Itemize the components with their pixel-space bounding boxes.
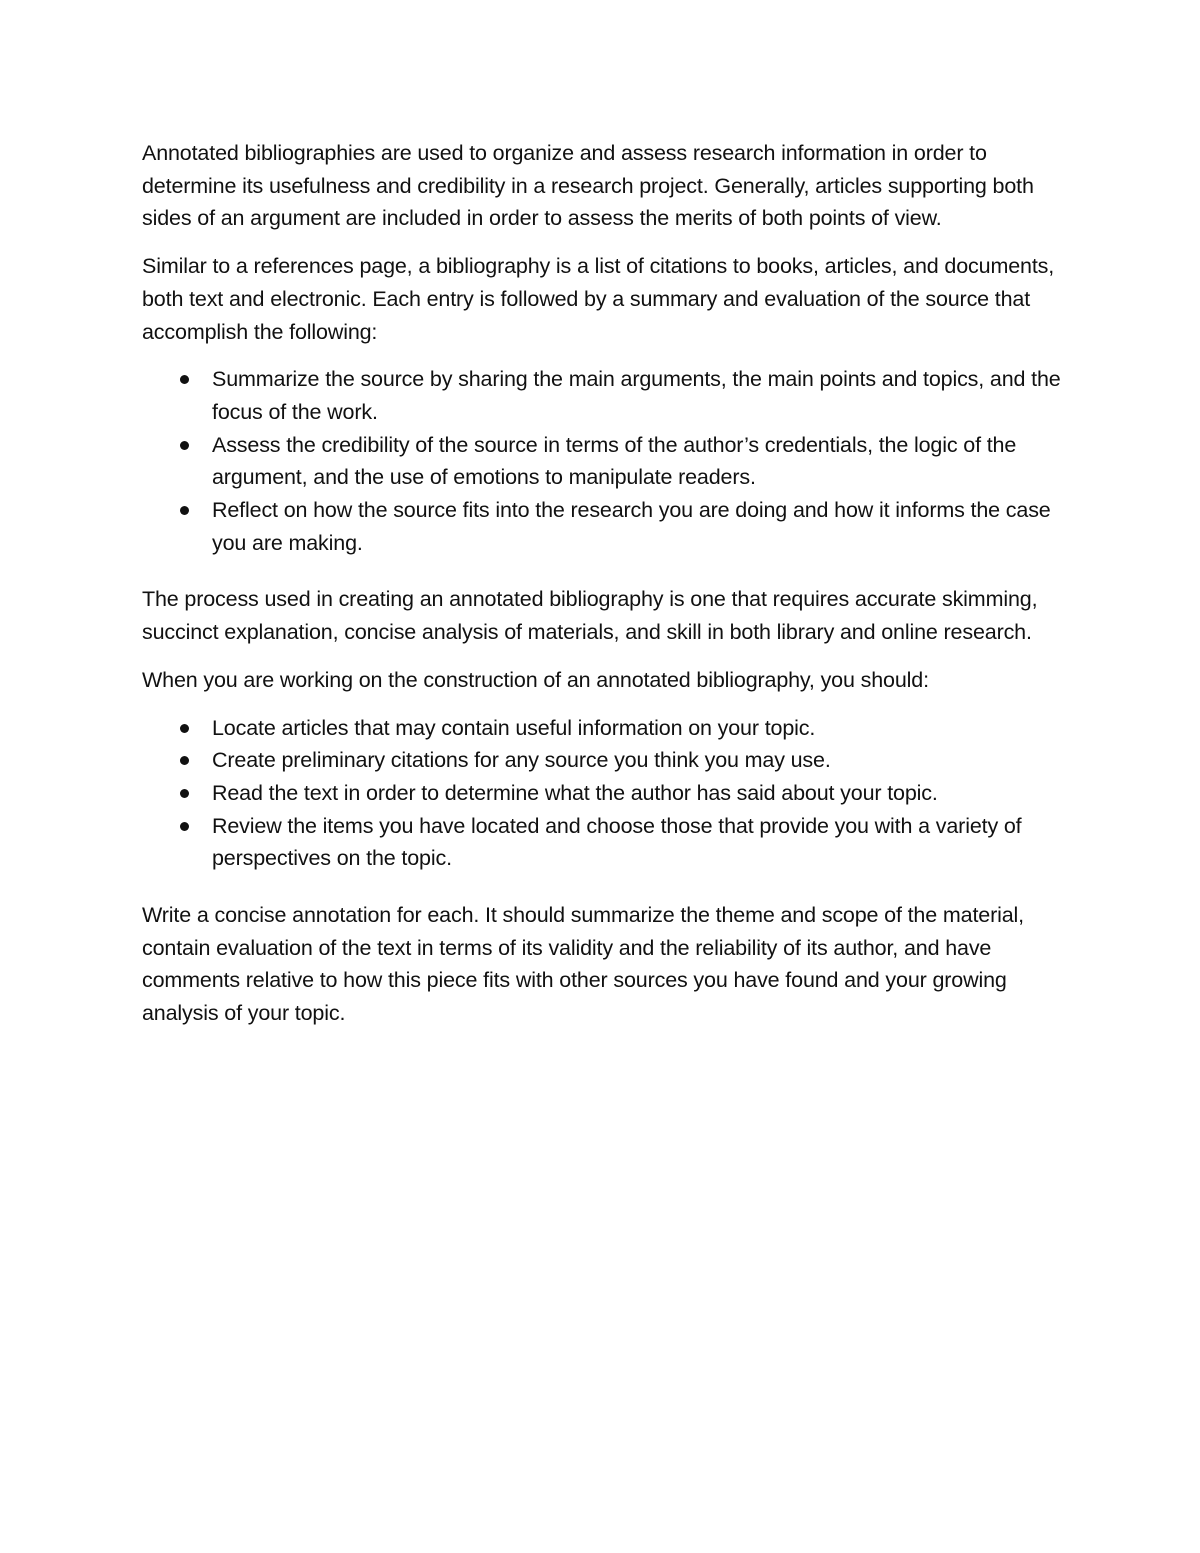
construction-steps-list [142,712,1072,876]
bullet-icon [180,506,189,515]
list-item [142,429,1072,494]
bullet-icon [180,375,189,384]
intro-paragraph: Annotated bibliographies are used to organize and assess research information in order to determine its usefulness and credibility in a research project. Generally, articles supporting both sides of an argument are included in order to assess the merits of both points of view. [142,141,1034,231]
list-item [142,494,1072,559]
bullet-icon [180,789,189,798]
list-item-text: Reflect on how the source fits into the research you are doing and how it informs the case you are making. [212,498,1051,555]
bullet-icon [180,724,189,733]
bullet-icon [180,822,189,831]
list-item [142,744,1072,777]
list-item-text: Assess the credibility of the source in terms of the author’s credentials, the logic of the argument, and the use of emotions to manipulate readers. [212,432,1017,490]
construction-intro: When you are working on the construction of an annotated bibliography, you should: [142,667,929,692]
list-item-text: Create preliminary citations for any source you think you may use. [212,748,831,773]
list-item-text: Locate articles that may contain useful information on your topic. [212,715,816,740]
bullet-icon [180,756,189,765]
annotation-tasks-list [142,363,1072,559]
list-item [142,712,1072,745]
process-paragraph: The process used in creating an annotated bibliography is one that requires accurate skimming, succinct explanation, concise analysis of materials, and skill in both library and online research. [142,587,1038,645]
list-item [142,363,1072,428]
list-item-text: Summarize the source by sharing the main arguments, the main points and topics, and the focus of the work. [212,367,1061,424]
list-item-text: Read the text in order to determine what the author has said about your topic. [212,780,938,805]
definition-paragraph: Similar to a references page, a bibliography is a list of citations to books, articles, and documents, both text and electronic. Each entry is followed by a summary and evaluation of the source that accomplish the following: [142,254,1055,344]
list-item [142,810,1072,875]
bullet-icon [180,441,189,450]
list-item-text: Review the items you have located and choose those that provide you with a variety of perspectives on the topic. [212,813,1022,871]
list-item [142,777,1072,810]
closing-paragraph: Write a concise annotation for each. It should summarize the theme and scope of the material, contain evaluation of the text in terms of its validity and the reliability of its author, and have comments relative to how this piece fits with other sources you have found and your growing analysis of your topic. [142,903,1024,1026]
document-body [142,137,1072,1045]
